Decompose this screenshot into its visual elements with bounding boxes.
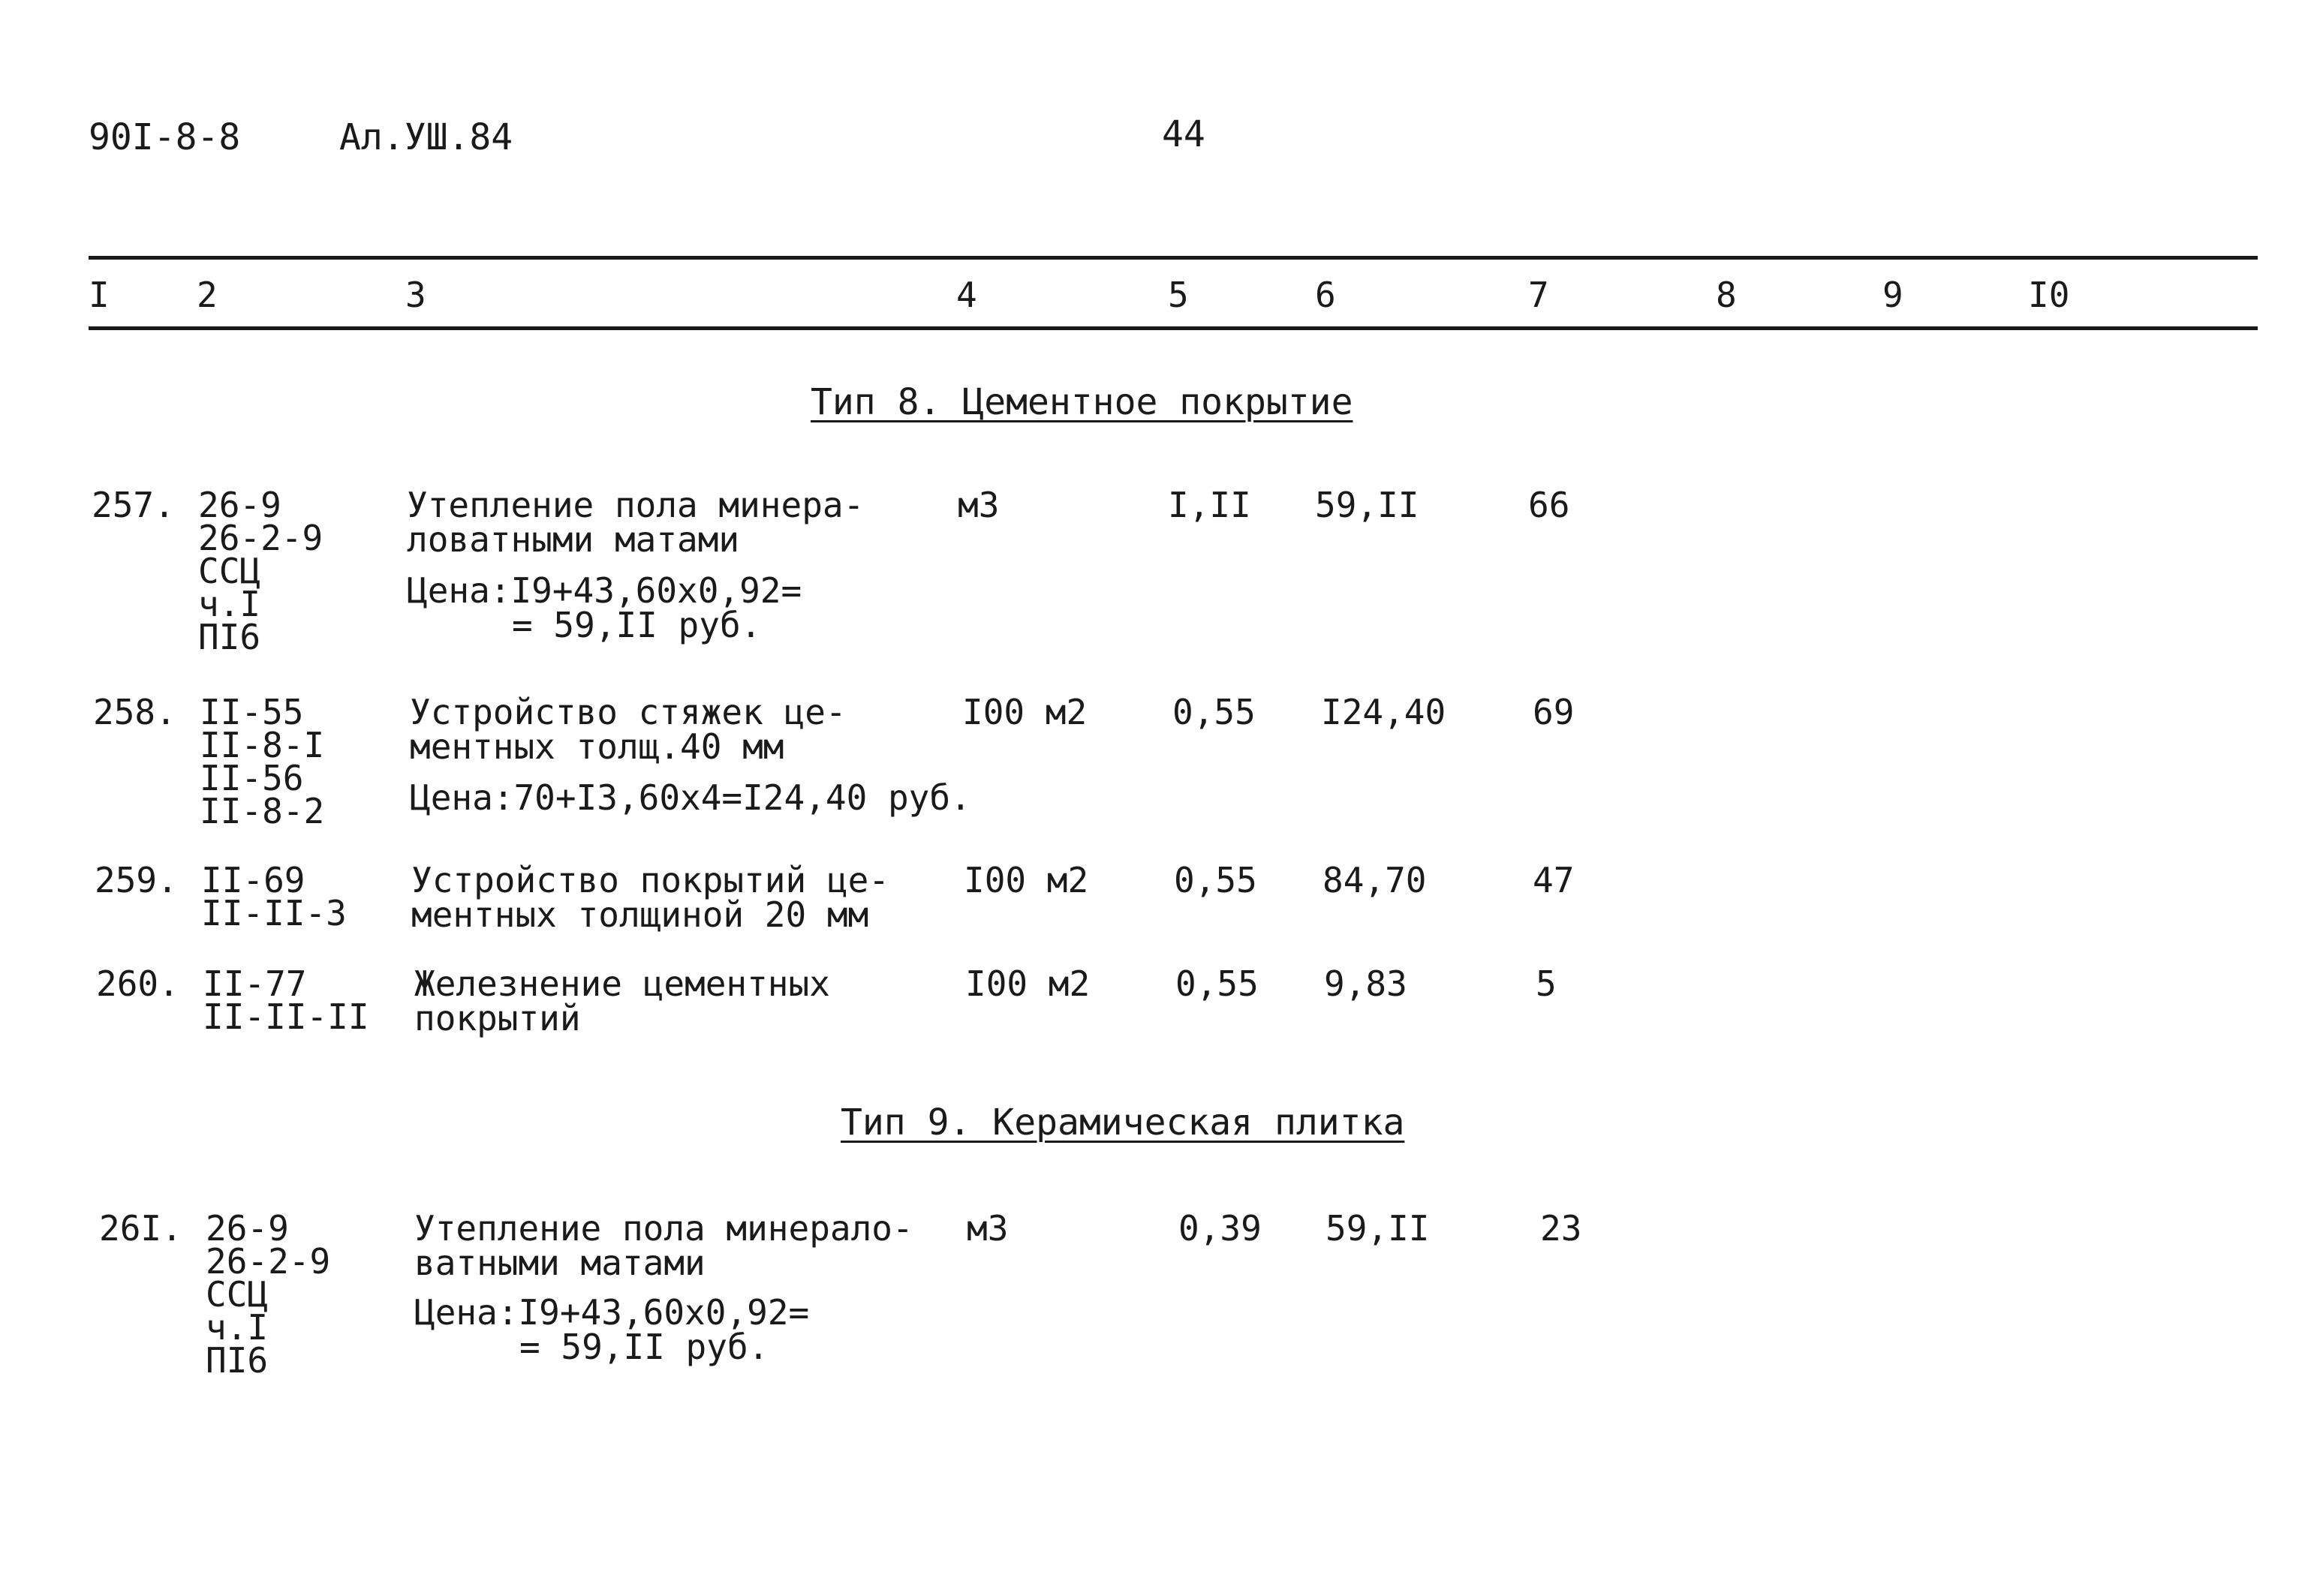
norm-code: II-77 [203, 963, 307, 1004]
column-header-6: 6 [1315, 275, 1336, 315]
document-code: 90I-8-8 [89, 116, 241, 158]
unit-price: I24,40 [1321, 692, 1446, 732]
price-calculation [414, 1292, 810, 1367]
column-header-2: 2 [197, 275, 218, 315]
price-line: Цена:I9+43,60х0,92= [407, 570, 802, 611]
norm-code: 26-2-9 [206, 1241, 331, 1282]
description-line: ловатными матами [407, 519, 740, 560]
table-header-bottom-rule [89, 326, 2258, 330]
norm-code: II-II-II [203, 996, 369, 1037]
work-description [410, 692, 847, 767]
total-cost: 47 [1533, 860, 1575, 900]
unit-price: 9,83 [1324, 963, 1407, 1004]
row-number: 257. [92, 485, 175, 525]
norm-code: ССЦ [206, 1274, 269, 1315]
norm-codes [198, 485, 323, 657]
row-number: 258. [93, 692, 176, 732]
norm-code: II-56 [200, 758, 304, 798]
total-cost: 23 [1540, 1208, 1582, 1249]
price-calculation [410, 777, 971, 818]
norm-code: II-8-2 [200, 791, 325, 831]
norm-code: 26-9 [198, 485, 281, 525]
norm-code: 26-9 [206, 1208, 289, 1249]
album-reference: Ал.УШ.84 [339, 116, 513, 158]
total-cost: 5 [1536, 963, 1557, 1004]
norm-codes [206, 1208, 331, 1381]
column-header-7: 7 [1528, 275, 1549, 315]
description-line: Железнение цементных [414, 963, 830, 1004]
row-number: 260. [96, 963, 179, 1004]
description-line: покрытий [414, 998, 581, 1038]
norm-code: ПI6 [206, 1340, 269, 1381]
section-title-type-8: Тип 8. Цементное покрытие [811, 381, 1353, 423]
unit: I00 м2 [965, 963, 1091, 1004]
norm-code: II-8-I [200, 725, 325, 765]
quantity: I,II [1168, 485, 1251, 525]
section-title-type-9: Тип 9. Керамическая плитка [841, 1102, 1405, 1144]
unit: м3 [967, 1208, 1009, 1249]
price-line: = 59,II руб. [512, 605, 762, 645]
row-number: 26I. [99, 1208, 182, 1249]
table-top-rule [89, 256, 2258, 260]
description-line: Утепление пола минера- [407, 485, 865, 525]
page-number: 44 [1162, 113, 1205, 155]
quantity: 0,55 [1175, 963, 1259, 1004]
column-header-3: 3 [405, 275, 426, 315]
total-cost: 69 [1533, 692, 1575, 732]
quantity: 0,55 [1172, 692, 1256, 732]
unit-price: 84,70 [1323, 860, 1427, 900]
price-line: Цена:I9+43,60х0,92= [414, 1292, 810, 1333]
norm-code: ч.I [206, 1307, 269, 1348]
description-line: Утепление пола минерало- [414, 1208, 913, 1249]
price-calculation [407, 570, 802, 645]
norm-code: ч.I [198, 584, 261, 624]
norm-code: II-69 [201, 860, 305, 900]
norm-code: ПI6 [198, 617, 261, 657]
column-header-4: 4 [956, 275, 977, 315]
row-number: 259. [95, 860, 178, 900]
column-header-10: I0 [2028, 275, 2070, 315]
column-header-1: I [89, 275, 110, 315]
unit: I00 м2 [964, 860, 1089, 900]
price-line: = 59,II руб. [519, 1327, 769, 1367]
norm-code: II-II-3 [201, 893, 347, 933]
work-description [411, 860, 889, 935]
norm-codes [200, 692, 325, 831]
work-description [407, 485, 865, 560]
column-header-5: 5 [1168, 275, 1189, 315]
column-header-8: 8 [1716, 275, 1737, 315]
work-description [414, 963, 830, 1038]
unit-price: 59,II [1326, 1208, 1430, 1249]
norm-codes [203, 963, 369, 1037]
work-description [414, 1208, 913, 1283]
description-line: ватными матами [414, 1243, 706, 1283]
unit-price: 59,II [1315, 485, 1419, 525]
unit: I00 м2 [962, 692, 1088, 732]
price-line: Цена:70+I3,60х4=I24,40 руб. [410, 777, 971, 818]
norm-code: ССЦ [198, 551, 261, 591]
description-line: ментных толщ.40 мм [410, 726, 784, 767]
total-cost: 66 [1528, 485, 1570, 525]
unit: м3 [958, 485, 1000, 525]
norm-code: II-55 [200, 692, 304, 732]
description-line: Устройство стяжек це- [410, 692, 847, 732]
quantity: 0,55 [1174, 860, 1257, 900]
description-line: Устройство покрытий це- [411, 860, 889, 900]
description-line: ментных толщиной 20 мм [411, 894, 869, 935]
quantity: 0,39 [1178, 1208, 1262, 1249]
norm-codes [201, 860, 347, 933]
norm-code: 26-2-9 [198, 518, 323, 558]
column-header-9: 9 [1882, 275, 1903, 315]
